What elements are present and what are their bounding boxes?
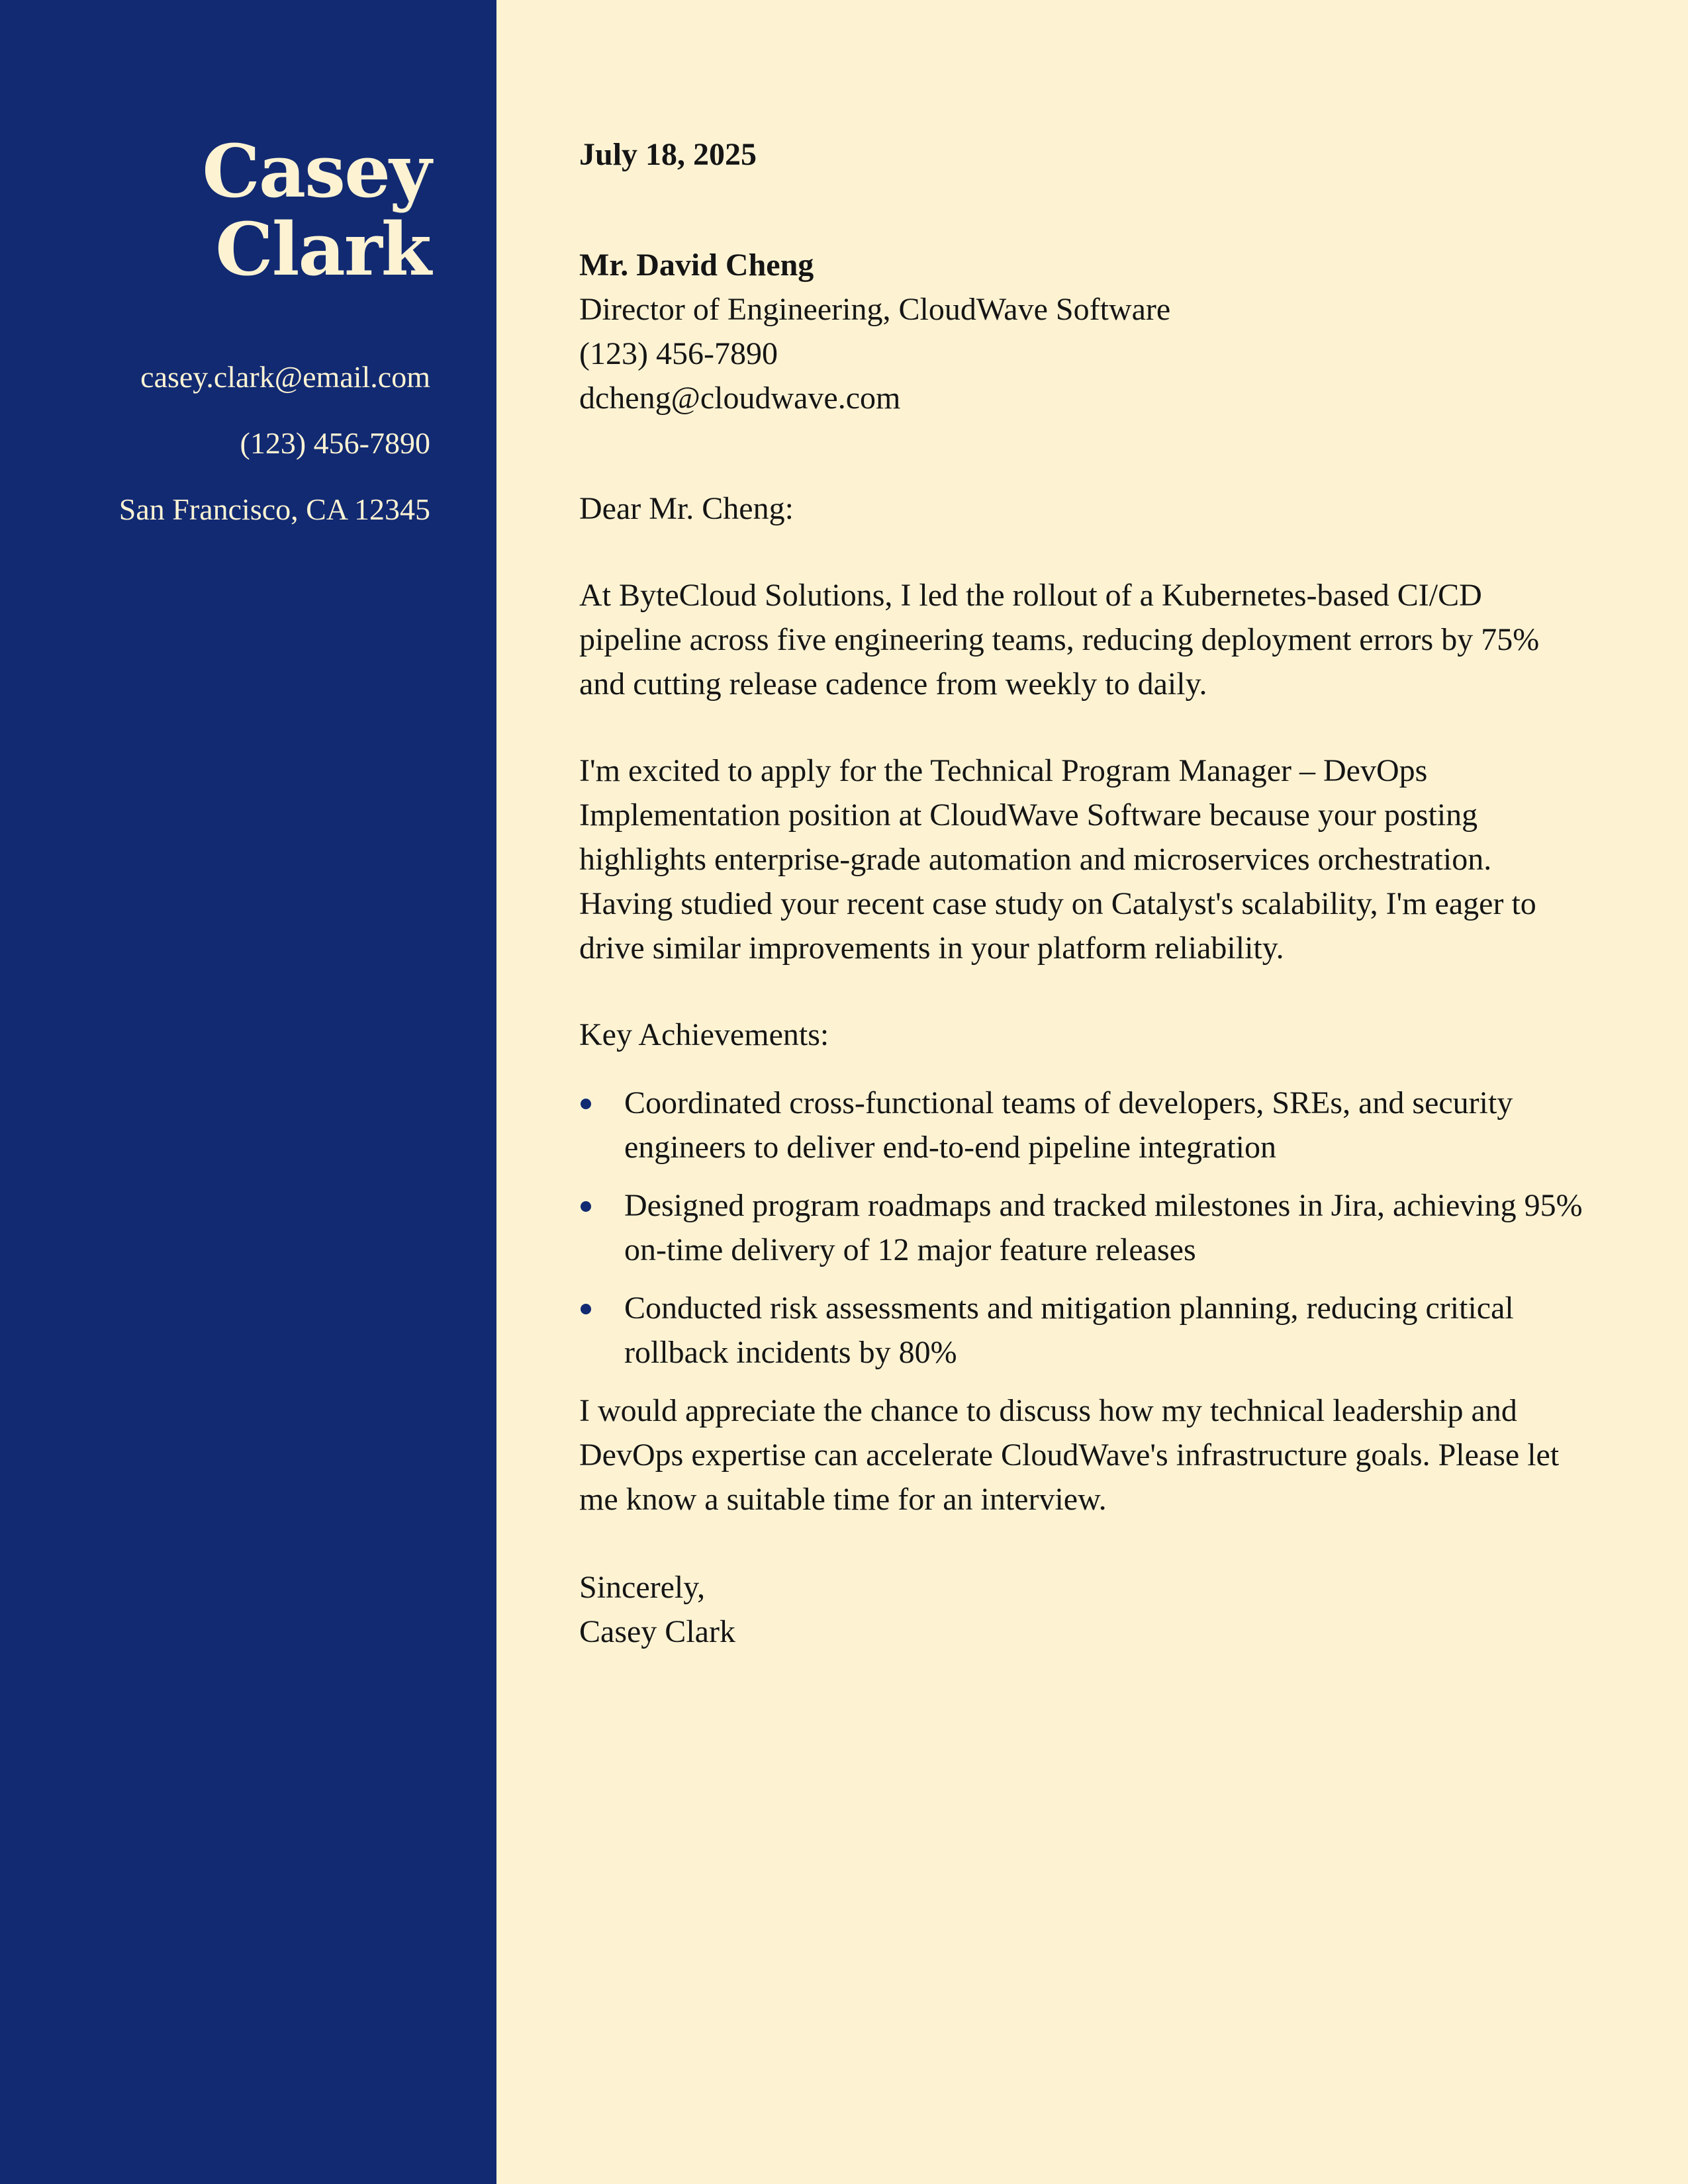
sender-email[interactable]: casey.clark@email.com xyxy=(140,360,430,394)
bullet-icon xyxy=(581,1304,591,1314)
body-paragraph: I'm excited to apply for the Technical Program Manager – DevOps Implementation position at CloudWave Software because your posting highlights enterprise-grade automation and microservices orchestration. Having studied your recent case study on Catalyst's scalability, I'm eager to drive similar improvements in your platform reliability. xyxy=(579,753,1536,966)
letter-date: July 18, 2025 xyxy=(579,137,757,172)
achievement-text: Designed program roadmaps and tracked milestones in Jira, achieving 95% on-time delivery of 12 major feature releases xyxy=(624,1188,1583,1267)
letter-body xyxy=(579,132,1589,1654)
sender-last-name: Clark xyxy=(215,206,430,292)
recipient-block xyxy=(579,243,1589,420)
body-paragraph: At ByteCloud Solutions, I led the rollout of a Kubernetes-based CI/CD pipeline across five engineering teams, reducing deployment errors by 75% and cutting release cadence from weekly to daily. xyxy=(579,578,1540,702)
achievement-item xyxy=(579,1081,1589,1169)
recipient-phone[interactable]: (123) 456-7890 xyxy=(579,336,778,371)
achievement-text: Conducted risk assessments and mitigation planning, reducing critical rollback incidents by 80% xyxy=(624,1291,1514,1370)
bullet-icon xyxy=(581,1201,591,1212)
salutation: Dear Mr. Cheng: xyxy=(579,491,794,526)
signoff: Sincerely, xyxy=(579,1570,706,1605)
recipient-name: Mr. David Cheng xyxy=(579,248,814,283)
achievements-heading: Key Achievements: xyxy=(579,1017,829,1052)
sidebar xyxy=(0,0,496,2184)
signature: Casey Clark xyxy=(579,1614,735,1649)
sidebar-content xyxy=(33,128,430,557)
sender-location: San Francisco, CA 12345 xyxy=(118,492,430,526)
sender-first-name: Casey xyxy=(202,128,430,214)
sender-phone[interactable]: (123) 456-7890 xyxy=(240,426,430,460)
recipient-title: Director of Engineering, CloudWave Software xyxy=(579,292,1171,327)
achievement-item xyxy=(579,1286,1589,1375)
achievements-list xyxy=(579,1081,1589,1375)
closing-paragraph: I would appreciate the chance to discuss how my technical leadership and DevOps expertise can accelerate CloudWave's infrastructure goals. Please let me know a suitable time for an interview. xyxy=(579,1393,1560,1517)
contact-list xyxy=(33,359,430,528)
achievement-item xyxy=(579,1183,1589,1272)
sender-name xyxy=(33,128,430,292)
bullet-icon xyxy=(581,1099,591,1109)
achievement-text: Coordinated cross-functional teams of developers, SREs, and security engineers to deliver end-to-end pipeline integration xyxy=(624,1085,1513,1165)
signoff-block xyxy=(579,1565,1589,1654)
recipient-email[interactable]: dcheng@cloudwave.com xyxy=(579,381,901,416)
